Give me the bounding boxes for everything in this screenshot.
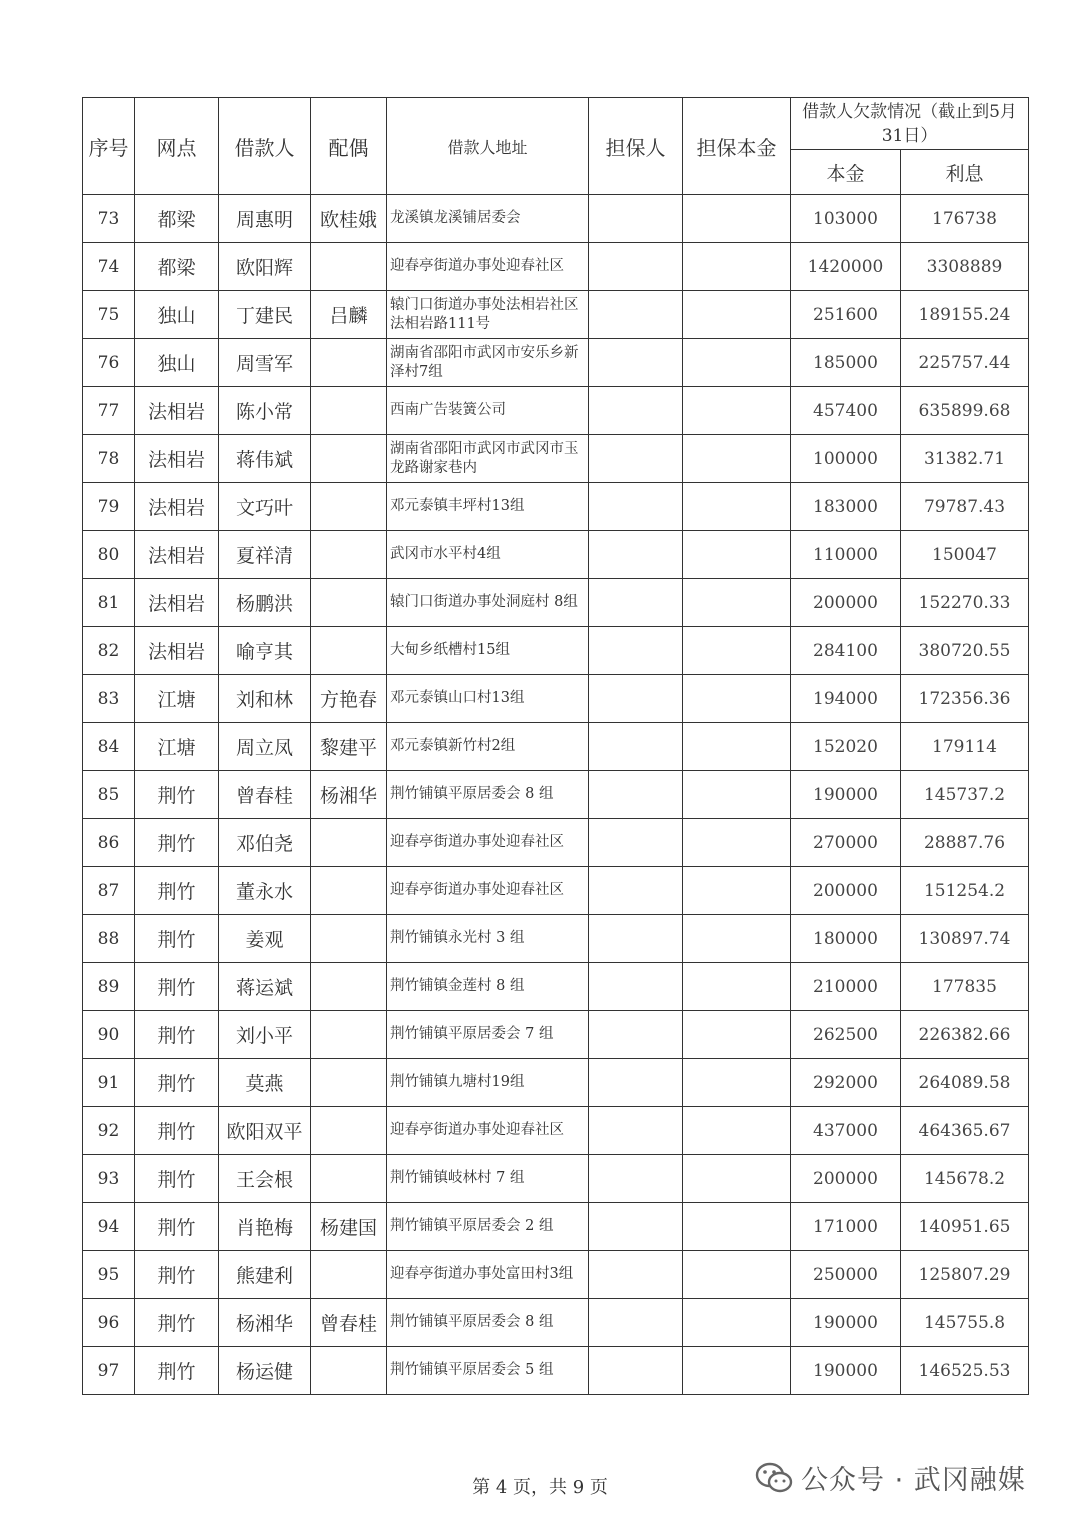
cell-borrower: 邓伯尧	[219, 819, 311, 867]
table-row	[83, 1011, 1029, 1059]
cell-guarantee-principal	[683, 915, 791, 963]
cell-guarantor	[589, 1107, 683, 1155]
cell-address: 大甸乡纸槽村15组	[387, 627, 589, 675]
cell-seq: 74	[83, 243, 135, 291]
cell-borrower: 周雪军	[219, 339, 311, 387]
cell-guarantor	[589, 963, 683, 1011]
cell-spouse	[311, 579, 387, 627]
cell-borrower: 周立凤	[219, 723, 311, 771]
cell-guarantee-principal	[683, 675, 791, 723]
cell-interest: 3308889	[901, 243, 1029, 291]
cell-principal: 292000	[791, 1059, 901, 1107]
cell-seq: 90	[83, 1011, 135, 1059]
cell-borrower: 姜观	[219, 915, 311, 963]
cell-branch: 荆竹	[135, 867, 219, 915]
cell-borrower: 熊建利	[219, 1251, 311, 1299]
cell-interest: 145755.8	[901, 1299, 1029, 1347]
cell-branch: 荆竹	[135, 1251, 219, 1299]
cell-spouse	[311, 483, 387, 531]
cell-branch: 独山	[135, 339, 219, 387]
cell-seq: 93	[83, 1155, 135, 1203]
cell-branch: 荆竹	[135, 1155, 219, 1203]
table-row	[83, 675, 1029, 723]
cell-branch: 荆竹	[135, 1347, 219, 1395]
cell-guarantor	[589, 579, 683, 627]
cell-spouse: 方艳春	[311, 675, 387, 723]
table-row	[83, 195, 1029, 243]
cell-principal: 270000	[791, 819, 901, 867]
cell-interest: 145678.2	[901, 1155, 1029, 1203]
cell-interest: 150047	[901, 531, 1029, 579]
table-row	[83, 291, 1029, 339]
cell-branch: 荆竹	[135, 1299, 219, 1347]
cell-principal: 180000	[791, 915, 901, 963]
cell-branch: 荆竹	[135, 1203, 219, 1251]
cell-seq: 92	[83, 1107, 135, 1155]
cell-principal: 251600	[791, 291, 901, 339]
cell-address: 荆竹铺镇平原居委会 8 组	[387, 1299, 589, 1347]
cell-interest: 140951.65	[901, 1203, 1029, 1251]
cell-guarantor	[589, 675, 683, 723]
cell-principal: 194000	[791, 675, 901, 723]
cell-borrower: 文巧叶	[219, 483, 311, 531]
cell-principal: 103000	[791, 195, 901, 243]
cell-principal: 250000	[791, 1251, 901, 1299]
cell-borrower: 丁建民	[219, 291, 311, 339]
cell-spouse	[311, 1107, 387, 1155]
cell-principal: 210000	[791, 963, 901, 1011]
table-row	[83, 339, 1029, 387]
cell-spouse: 欧桂娥	[311, 195, 387, 243]
table-row	[83, 915, 1029, 963]
cell-address: 荆竹铺镇平原居委会 2 组	[387, 1203, 589, 1251]
cell-borrower: 夏祥清	[219, 531, 311, 579]
cell-interest: 176738	[901, 195, 1029, 243]
cell-guarantee-principal	[683, 243, 791, 291]
header-address: 借款人地址	[387, 98, 589, 195]
cell-spouse	[311, 243, 387, 291]
cell-address: 荆竹铺镇平原居委会 5 组	[387, 1347, 589, 1395]
cell-branch: 法相岩	[135, 531, 219, 579]
cell-guarantor	[589, 291, 683, 339]
cell-branch: 荆竹	[135, 915, 219, 963]
cell-principal: 190000	[791, 771, 901, 819]
header-borrower: 借款人	[219, 98, 311, 195]
cell-spouse	[311, 435, 387, 483]
cell-branch: 荆竹	[135, 1107, 219, 1155]
cell-branch: 法相岩	[135, 579, 219, 627]
cell-interest: 145737.2	[901, 771, 1029, 819]
loan-arrears-table	[82, 97, 1029, 1395]
cell-spouse	[311, 531, 387, 579]
cell-address: 迎春亭街道办事处迎春社区	[387, 1107, 589, 1155]
cell-address: 邓元泰镇山口村13组	[387, 675, 589, 723]
cell-borrower: 喻亨其	[219, 627, 311, 675]
cell-guarantee-principal	[683, 1011, 791, 1059]
cell-guarantee-principal	[683, 531, 791, 579]
header-spouse: 配偶	[311, 98, 387, 195]
cell-branch: 都梁	[135, 195, 219, 243]
page-number: 第 4 页，共 9 页	[472, 1477, 608, 1498]
cell-spouse	[311, 339, 387, 387]
cell-guarantor	[589, 435, 683, 483]
cell-guarantee-principal	[683, 483, 791, 531]
cell-guarantee-principal	[683, 435, 791, 483]
cell-principal: 100000	[791, 435, 901, 483]
table-row	[83, 1203, 1029, 1251]
table-row	[83, 963, 1029, 1011]
cell-borrower: 刘和林	[219, 675, 311, 723]
cell-guarantee-principal	[683, 339, 791, 387]
cell-address: 邓元泰镇新竹村2组	[387, 723, 589, 771]
cell-borrower: 欧阳双平	[219, 1107, 311, 1155]
cell-interest: 151254.2	[901, 867, 1029, 915]
cell-borrower: 曾春桂	[219, 771, 311, 819]
cell-seq: 85	[83, 771, 135, 819]
cell-branch: 都梁	[135, 243, 219, 291]
cell-spouse	[311, 867, 387, 915]
cell-address: 荆竹铺镇九塘村19组	[387, 1059, 589, 1107]
cell-borrower: 董永水	[219, 867, 311, 915]
cell-interest: 226382.66	[901, 1011, 1029, 1059]
header-arrears-group: 借款人欠款情况（截止到5月31日）	[791, 98, 1029, 150]
cell-guarantor	[589, 339, 683, 387]
table-row	[83, 723, 1029, 771]
cell-address: 西南广告装簧公司	[387, 387, 589, 435]
cell-interest: 172356.36	[901, 675, 1029, 723]
cell-branch: 法相岩	[135, 627, 219, 675]
cell-guarantee-principal	[683, 1059, 791, 1107]
cell-seq: 97	[83, 1347, 135, 1395]
cell-seq: 81	[83, 579, 135, 627]
cell-guarantor	[589, 771, 683, 819]
cell-guarantor	[589, 1299, 683, 1347]
cell-guarantor	[589, 483, 683, 531]
cell-spouse	[311, 915, 387, 963]
cell-spouse: 吕麟	[311, 291, 387, 339]
table-row	[83, 1251, 1029, 1299]
cell-borrower: 刘小平	[219, 1011, 311, 1059]
header-seq: 序号	[83, 98, 135, 195]
cell-guarantor	[589, 723, 683, 771]
cell-address: 荆竹铺镇永光村 3 组	[387, 915, 589, 963]
cell-branch: 江塘	[135, 723, 219, 771]
cell-principal: 152020	[791, 723, 901, 771]
cell-guarantor	[589, 1059, 683, 1107]
cell-borrower: 王会根	[219, 1155, 311, 1203]
cell-guarantee-principal	[683, 195, 791, 243]
cell-guarantor	[589, 387, 683, 435]
cell-borrower: 蒋运斌	[219, 963, 311, 1011]
cell-guarantee-principal	[683, 579, 791, 627]
cell-seq: 84	[83, 723, 135, 771]
table-row	[83, 243, 1029, 291]
table-header	[83, 98, 1029, 195]
cell-seq: 88	[83, 915, 135, 963]
cell-spouse: 杨湘华	[311, 771, 387, 819]
cell-interest: 31382.71	[901, 435, 1029, 483]
cell-guarantor	[589, 867, 683, 915]
cell-address: 武冈市水平村4组	[387, 531, 589, 579]
cell-guarantee-principal	[683, 387, 791, 435]
cell-guarantor	[589, 195, 683, 243]
cell-spouse: 黎建平	[311, 723, 387, 771]
cell-interest: 79787.43	[901, 483, 1029, 531]
cell-seq: 75	[83, 291, 135, 339]
cell-seq: 83	[83, 675, 135, 723]
cell-principal: 200000	[791, 1155, 901, 1203]
cell-address: 辕门口街道办事处法相岩社区法相岩路111号	[387, 291, 589, 339]
table-row	[83, 531, 1029, 579]
cell-principal: 284100	[791, 627, 901, 675]
cell-principal: 190000	[791, 1347, 901, 1395]
cell-guarantee-principal	[683, 1347, 791, 1395]
cell-principal: 1420000	[791, 243, 901, 291]
watermark-text: 公众号 · 武冈融媒	[801, 1465, 1026, 1496]
cell-principal: 200000	[791, 867, 901, 915]
cell-borrower: 杨运健	[219, 1347, 311, 1395]
cell-branch: 法相岩	[135, 387, 219, 435]
cell-branch: 荆竹	[135, 771, 219, 819]
table-row	[83, 435, 1029, 483]
wechat-icon	[755, 1462, 793, 1494]
cell-branch: 荆竹	[135, 819, 219, 867]
cell-principal: 200000	[791, 579, 901, 627]
cell-seq: 79	[83, 483, 135, 531]
cell-branch: 法相岩	[135, 435, 219, 483]
cell-interest: 189155.24	[901, 291, 1029, 339]
cell-address: 湖南省邵阳市武冈市安乐乡新泽村7组	[387, 339, 589, 387]
cell-principal: 171000	[791, 1203, 901, 1251]
cell-borrower: 肖艳梅	[219, 1203, 311, 1251]
cell-interest: 225757.44	[901, 339, 1029, 387]
cell-guarantee-principal	[683, 963, 791, 1011]
cell-guarantor	[589, 531, 683, 579]
cell-principal: 110000	[791, 531, 901, 579]
cell-spouse: 杨建国	[311, 1203, 387, 1251]
table-row	[83, 579, 1029, 627]
cell-guarantor	[589, 1347, 683, 1395]
table-body	[83, 195, 1029, 1395]
cell-seq: 80	[83, 531, 135, 579]
table-row	[83, 1155, 1029, 1203]
cell-interest: 152270.33	[901, 579, 1029, 627]
cell-seq: 87	[83, 867, 135, 915]
cell-branch: 法相岩	[135, 483, 219, 531]
cell-spouse	[311, 627, 387, 675]
cell-guarantee-principal	[683, 819, 791, 867]
table-row	[83, 867, 1029, 915]
cell-borrower: 陈小常	[219, 387, 311, 435]
cell-address: 荆竹铺镇岐林村 7 组	[387, 1155, 589, 1203]
cell-seq: 77	[83, 387, 135, 435]
cell-interest: 179114	[901, 723, 1029, 771]
cell-address: 荆竹铺镇金莲村 8 组	[387, 963, 589, 1011]
header-principal: 本金	[791, 150, 901, 195]
cell-interest: 146525.53	[901, 1347, 1029, 1395]
cell-guarantor	[589, 1011, 683, 1059]
cell-branch: 独山	[135, 291, 219, 339]
cell-seq: 76	[83, 339, 135, 387]
cell-borrower: 莫燕	[219, 1059, 311, 1107]
cell-borrower: 欧阳辉	[219, 243, 311, 291]
cell-principal: 190000	[791, 1299, 901, 1347]
cell-guarantee-principal	[683, 1299, 791, 1347]
header-interest: 利息	[901, 150, 1029, 195]
cell-address: 荆竹铺镇平原居委会 7 组	[387, 1011, 589, 1059]
cell-interest: 464365.67	[901, 1107, 1029, 1155]
cell-branch: 江塘	[135, 675, 219, 723]
cell-spouse	[311, 1011, 387, 1059]
cell-seq: 95	[83, 1251, 135, 1299]
cell-address: 迎春亭街道办事处富田村3组	[387, 1251, 589, 1299]
cell-guarantee-principal	[683, 291, 791, 339]
cell-seq: 91	[83, 1059, 135, 1107]
table-row	[83, 627, 1029, 675]
header-guarantee-principal: 担保本金	[683, 98, 791, 195]
cell-spouse	[311, 1347, 387, 1395]
cell-principal: 262500	[791, 1011, 901, 1059]
cell-address: 湖南省邵阳市武冈市武冈市玉龙路谢家巷内	[387, 435, 589, 483]
cell-address: 邓元泰镇丰坪村13组	[387, 483, 589, 531]
cell-borrower: 杨鹏洪	[219, 579, 311, 627]
table-row	[83, 483, 1029, 531]
cell-seq: 82	[83, 627, 135, 675]
cell-seq: 96	[83, 1299, 135, 1347]
cell-interest: 130897.74	[901, 915, 1029, 963]
cell-spouse	[311, 1155, 387, 1203]
cell-guarantee-principal	[683, 1251, 791, 1299]
cell-guarantee-principal	[683, 1107, 791, 1155]
cell-spouse	[311, 1251, 387, 1299]
cell-seq: 89	[83, 963, 135, 1011]
cell-principal: 183000	[791, 483, 901, 531]
header-guarantor: 担保人	[589, 98, 683, 195]
table-row	[83, 1059, 1029, 1107]
cell-seq: 86	[83, 819, 135, 867]
cell-seq: 94	[83, 1203, 135, 1251]
cell-interest: 264089.58	[901, 1059, 1029, 1107]
cell-spouse	[311, 819, 387, 867]
cell-seq: 78	[83, 435, 135, 483]
cell-seq: 73	[83, 195, 135, 243]
table-row	[83, 1347, 1029, 1395]
cell-guarantee-principal	[683, 723, 791, 771]
cell-branch: 荆竹	[135, 1059, 219, 1107]
cell-branch: 荆竹	[135, 1011, 219, 1059]
table-row	[83, 819, 1029, 867]
cell-branch: 荆竹	[135, 963, 219, 1011]
cell-guarantee-principal	[683, 867, 791, 915]
cell-guarantee-principal	[683, 1203, 791, 1251]
cell-principal: 185000	[791, 339, 901, 387]
header-branch: 网点	[135, 98, 219, 195]
cell-guarantor	[589, 243, 683, 291]
table-row	[83, 1299, 1029, 1347]
cell-borrower: 周惠明	[219, 195, 311, 243]
cell-guarantor	[589, 1251, 683, 1299]
cell-spouse	[311, 387, 387, 435]
cell-guarantor	[589, 915, 683, 963]
watermark	[755, 1458, 1026, 1497]
cell-interest: 125807.29	[901, 1251, 1029, 1299]
cell-principal: 437000	[791, 1107, 901, 1155]
cell-guarantee-principal	[683, 627, 791, 675]
cell-guarantor	[589, 1203, 683, 1251]
cell-address: 龙溪镇龙溪铺居委会	[387, 195, 589, 243]
cell-spouse	[311, 963, 387, 1011]
cell-guarantor	[589, 627, 683, 675]
cell-address: 迎春亭街道办事处迎春社区	[387, 819, 589, 867]
cell-borrower: 杨湘华	[219, 1299, 311, 1347]
table-row	[83, 1107, 1029, 1155]
cell-interest: 380720.55	[901, 627, 1029, 675]
table-row	[83, 387, 1029, 435]
cell-interest: 28887.76	[901, 819, 1029, 867]
cell-interest: 635899.68	[901, 387, 1029, 435]
cell-spouse	[311, 1059, 387, 1107]
cell-interest: 177835	[901, 963, 1029, 1011]
cell-guarantee-principal	[683, 771, 791, 819]
cell-spouse: 曾春桂	[311, 1299, 387, 1347]
cell-address: 迎春亭街道办事处迎春社区	[387, 867, 589, 915]
cell-guarantor	[589, 1155, 683, 1203]
cell-guarantee-principal	[683, 1155, 791, 1203]
cell-address: 荆竹铺镇平原居委会 8 组	[387, 771, 589, 819]
cell-guarantor	[589, 819, 683, 867]
cell-address: 辕门口街道办事处洞庭村 8组	[387, 579, 589, 627]
cell-address: 迎春亭街道办事处迎春社区	[387, 243, 589, 291]
cell-borrower: 蒋伟斌	[219, 435, 311, 483]
table-row	[83, 771, 1029, 819]
cell-principal: 457400	[791, 387, 901, 435]
